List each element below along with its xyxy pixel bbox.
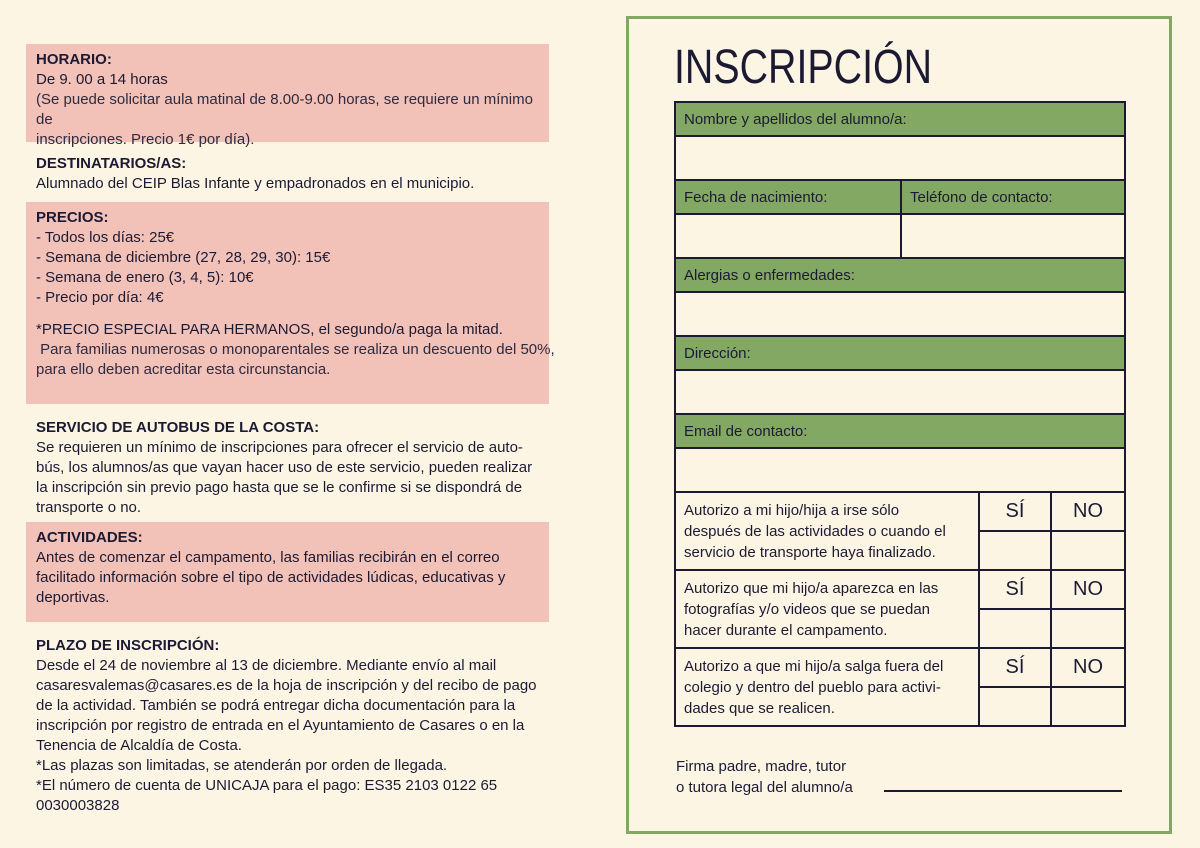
precio-item: - Semana de enero (3, 4, 5): 10€ [36, 269, 254, 286]
plazo-line: Tenencia de Alcaldía de Costa. [36, 737, 242, 754]
destinatarios-section [26, 148, 549, 200]
email-label-row [676, 415, 1124, 449]
actividades-line: Antes de comenzar el campamento, las familias recibirán en el correo [36, 549, 500, 566]
plazo-line: *Las plazas son limitadas, se atenderán por orden de llegada. [36, 757, 448, 774]
auth-row-irse-solo [676, 493, 1124, 571]
horario-title: HORARIO: [36, 51, 112, 68]
yes-checkbox[interactable] [980, 610, 1052, 647]
auth-line: después de las actividades o cuando el [684, 522, 946, 540]
auth-row-fotografias [676, 571, 1124, 649]
signature-line-1: Firma padre, madre, tutor [676, 758, 847, 775]
auth-options [980, 649, 1124, 725]
plazo-line: de la actividad. También se podrá entregar dicha documentación para la [36, 697, 516, 714]
horario-note-1: (Se puede solicitar aula matinal de 8.00-9.00 horas, se requiere un mínimo de [36, 91, 533, 128]
alergias-label: Alergias o enfermedades: [684, 266, 855, 284]
yes-label: SÍ [980, 571, 1052, 608]
yes-label: SÍ [980, 649, 1052, 686]
plazo-line: Desde el 24 de noviembre al 13 de diciembre. Mediante envío al mail [36, 657, 497, 674]
auth-line: hacer durante el campamento. [684, 621, 888, 639]
alergias-label-row [676, 259, 1124, 293]
horario-section [26, 44, 549, 148]
signature-label [676, 756, 853, 798]
precio-item: - Todos los días: 25€ [36, 229, 175, 246]
plazo-line: 0030003828 [36, 797, 120, 814]
auth-options [980, 571, 1124, 647]
fecha-label: Fecha de nacimiento: [676, 181, 902, 213]
precio-note-2: para ello deben acreditar esta circunstancia. [36, 361, 331, 378]
plazo-line: inscripción por registro de entrada en el Ayuntamiento de Casares o en la [36, 717, 525, 734]
telefono-field[interactable] [902, 215, 1124, 257]
form-title: INSCRIPCIÓN [674, 41, 933, 94]
precio-especial: *PRECIO ESPECIAL PARA HERMANOS, el segundo/a paga la mitad. [36, 321, 503, 338]
auth-line: Autorizo que mi hijo/a aparezca en las [684, 579, 939, 597]
auth-text [676, 649, 980, 725]
autobus-title: SERVICIO DE AUTOBUS DE LA COSTA: [36, 419, 320, 436]
auth-line: Autorizo a que mi hijo/a salga fuera del [684, 657, 944, 675]
precio-item: - Semana de diciembre (27, 28, 29, 30): 15€ [36, 249, 331, 266]
plazo-section [26, 630, 549, 822]
no-checkbox[interactable] [1052, 610, 1124, 647]
email-field[interactable] [676, 449, 1124, 493]
auth-line: Autorizo a mi hijo/hija a irse sólo [684, 501, 900, 519]
yes-label: SÍ [980, 493, 1052, 530]
auth-options [980, 493, 1124, 569]
telefono-label: Teléfono de contacto: [910, 188, 1053, 206]
fecha-field[interactable] [676, 215, 902, 257]
destinatarios-title: DESTINATARIOS/AS: [36, 155, 187, 172]
plazo-line: *El número de cuenta de UNICAJA para el pago: ES35 2103 0122 65 [36, 777, 498, 794]
precio-note-1: Para familias numerosas o monoparentales se realiza un descuento del 50%, [36, 341, 555, 358]
destinatarios-text: Alumnado del CEIP Blas Infante y empadronados en el municipio. [36, 175, 475, 192]
actividades-title: ACTIVIDADES: [36, 529, 143, 546]
signature-line-2: o tutora legal del alumno/a [676, 779, 853, 796]
no-checkbox[interactable] [1052, 532, 1124, 569]
actividades-line: deportivas. [36, 589, 110, 606]
precio-item: - Precio por día: 4€ [36, 289, 164, 306]
precios-title: PRECIOS: [36, 209, 109, 226]
nombre-field[interactable] [676, 137, 1124, 181]
auth-line: colegio y dentro del pueblo para activi- [684, 678, 941, 696]
nombre-label: Nombre y apellidos del alumno/a: [684, 110, 907, 128]
yes-checkbox[interactable] [980, 688, 1052, 725]
autobus-line: transporte o no. [36, 499, 142, 516]
precios-section [26, 202, 555, 404]
alergias-field[interactable] [676, 293, 1124, 337]
no-label: NO [1073, 578, 1103, 600]
no-checkbox[interactable] [1052, 688, 1124, 725]
nombre-label-row [676, 103, 1124, 137]
plazo-line: casaresvalemas@casares.es de la hoja de inscripción y del recibo de pago [36, 677, 537, 694]
direccion-field[interactable] [676, 371, 1124, 415]
fecha-telefono-label-row [676, 181, 1124, 215]
auth-line: fotografías y/o videos que se puedan [684, 600, 931, 618]
horario-note-2: inscripciones. Precio 1€ por día). [36, 131, 255, 148]
auth-line: servicio de transporte haya finalizado. [684, 543, 936, 561]
autobus-line: bús, los alumnos/as que vayan hacer uso de este servicio, pueden realizar [36, 459, 533, 476]
autobus-line: la inscripción sin previo pago hasta que se le confirme si se dispondrá de [36, 479, 523, 496]
horario-hours: De 9. 00 a 14 horas [36, 71, 168, 88]
no-label: NO [1073, 500, 1103, 522]
email-label: Email de contacto: [684, 422, 808, 440]
signature-field[interactable] [884, 790, 1122, 792]
fecha-telefono-row [676, 215, 1124, 259]
actividades-section [26, 522, 549, 622]
auth-line: dades que se realicen. [684, 699, 835, 717]
auth-text [676, 571, 980, 647]
yes-checkbox[interactable] [980, 532, 1052, 569]
auth-row-salida [676, 649, 1124, 725]
auth-text [676, 493, 980, 569]
direccion-label: Dirección: [684, 344, 751, 362]
direccion-label-row [676, 337, 1124, 371]
autobus-line: Se requieren un mínimo de inscripciones para ofrecer el servicio de auto- [36, 439, 523, 456]
no-label: NO [1073, 656, 1103, 678]
autobus-section [26, 412, 549, 524]
plazo-title: PLAZO DE INSCRIPCIÓN: [36, 637, 220, 654]
actividades-line: facilitado información sobre el tipo de actividades lúdicas, educativas y [36, 569, 506, 586]
registration-form [674, 101, 1126, 727]
